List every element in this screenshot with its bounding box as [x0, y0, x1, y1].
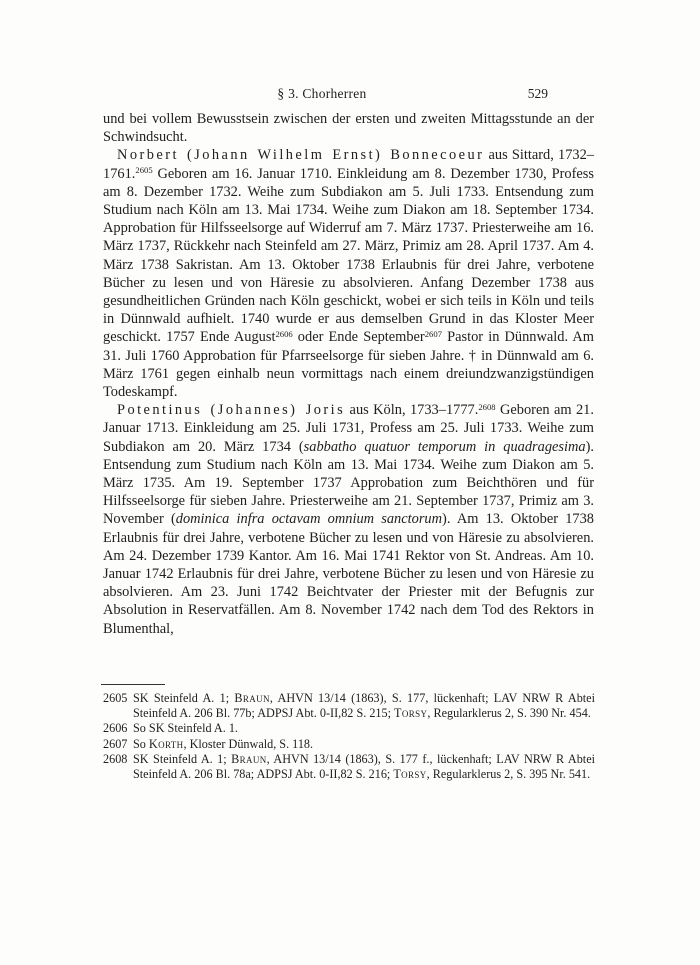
author-name: Korth — [148, 736, 184, 751]
text-run: Pastor in Dünnwald. Am 31. Juli 1760 Approbation für Pfarrseelsorge für sieben Jahre. † in Dünnwald am 6. März 1761 gegen einhalb neun vormittags nach einem dreiundzwanzigstündigen Todeskampf. — [103, 329, 594, 401]
latin-phrase: dominica infra octavam omnium sanctorum — [175, 511, 443, 528]
footnote-text — [133, 691, 595, 721]
text-run: aus Köln, 1733–1777. — [345, 402, 479, 419]
footnote — [103, 737, 595, 752]
text-run: , AHVN 13/14 (1863), S. 177 f., lückenhaft; LAV NRW R Abtei Steinfeld A. 206 Bl. 78a; ADPSJ Abt. 0-II,82 S. 216; — [133, 751, 595, 782]
text-run: SK Steinfeld A. 1; — [133, 751, 232, 766]
text-run: SK Steinfeld A. 1; — [133, 691, 235, 705]
footnote-ref: 2608 — [478, 402, 496, 413]
text-run: und bei vollem Bewusstsein zwischen der ersten und zweiten Mittagsstunde an der Schwindsucht. — [103, 111, 594, 146]
text-run: oder Ende September — [292, 329, 425, 346]
text-run: ). Entsendung zum Studium nach Köln am 13. Mai 1734. Weihe zum Diakon am 5. März 1735. Am 19. September 1737 Approbation zum Beichthören und für Hilfsseelsorge für sieben Jahre. Priesterweihe am 21. September 1737, Primiz am 3. November ( — [103, 438, 594, 528]
text-run: , Regularklerus 2, S. 395 Nr. 541. — [426, 767, 591, 782]
footnote-number: 2607 — [103, 736, 128, 751]
text-run: , Regularklerus 2, S. 390 Nr. 454. — [427, 706, 591, 721]
footnote — [103, 721, 595, 736]
footnote-number: 2605 — [103, 691, 128, 705]
person-name: Potentinus (Johannes) Joris — [117, 402, 346, 419]
page-number: 529 — [527, 86, 548, 101]
text-run: Geboren am 16. Januar 1710. Einkleidung am 8. Dezember 1730, Profess am 8. Dezember 1732. Weihe zum Subdiakon am 5. Juli 1733. Entsendung zum Studium nach Köln am 13. Mai 1734. Weihe zum Diakon am 18. September 1734. Approbation für Hilfsseelsorge auf Widerruf am 7. März 1737. Priesterweihe am 16. März 1737, Rückkehr nach Steinfeld am 27. März, Primiz am 28. April 1737. Am 4. März 1738 Sakristan. Am 13. Oktober 1738 Erlaubnis für drei Jahre, verbotene Bücher zu lesen und von Häresie zu absolvieren. Anfang Dezember 1738 aus gesundheitlichen Gründen nach Köln geschickt, wobei er sich teils in Köln und teils in Dünnwald aufhielt. 1740 wurde er aus demselben Grund in das Kloster Meer geschickt. 1757 Ende August — [103, 165, 594, 346]
text-run: ). Am 13. Oktober 1738 Erlaubnis für drei Jahre, verbotene Bücher zu lesen und von Häresie zu absolvieren. Am 24. Dezember 1739 Kantor. Am 16. Mai 1741 Rektor von St. Andreas. Am 10. Januar 1742 Erlaubnis für drei Jahre, verbotene Bücher zu lesen und von Häresie zu absolvieren. Am 23. Juni 1742 Beichtvater der Priester mit der Befugnis zur Absolution in Reservatfällen. Am 8. November 1742 nach dem Tod des Rektors in Blumenthal, — [103, 511, 594, 637]
footnote-ref: 2607 — [424, 329, 442, 340]
paragraph — [103, 146, 594, 401]
footnote-ref: 2606 — [275, 329, 293, 340]
author-name: Torsy — [394, 706, 428, 721]
paragraph — [103, 110, 594, 146]
paragraph — [103, 401, 594, 638]
footnote-separator-rule — [101, 684, 165, 685]
text-run: , AHVN 13/14 (1863), S. 177, lückenhaft; LAV NRW R Abtei Steinfeld A. 206 Bl. 77b; ADPSJ Abt. 0-II,82 S. 215; — [133, 691, 595, 721]
text-run: Geboren am 21. Januar 1713. Einkleidung am 25. Juli 1731, Profess am 25. Juli 1733. Weihe zum Subdiakon am 20. März 1734 ( — [103, 402, 594, 455]
text-run: So SK Steinfeld A. 1. — [133, 721, 238, 736]
footnote-text — [133, 737, 595, 752]
author-name: Torsy — [393, 767, 427, 782]
footnote — [103, 752, 595, 782]
footnote — [103, 691, 595, 721]
person-name: Norbert (Johann Wilhelm Ernst) Bonnecoeur — [117, 147, 485, 164]
footnote-number: 2608 — [103, 751, 128, 766]
latin-phrase: sabbatho quatuor temporum in quadragesima — [303, 438, 586, 455]
body-text — [103, 110, 594, 638]
page-header — [0, 85, 700, 105]
text-run: , Kloster Dünwald, S. 118. — [183, 736, 314, 751]
running-head: § 3. Chorherren — [277, 86, 367, 101]
footnote-ref: 2605 — [135, 165, 153, 176]
footnote-text — [133, 752, 595, 782]
footnote-text — [133, 721, 595, 736]
footnotes — [103, 691, 595, 782]
text-run: So — [133, 736, 149, 751]
footnote-number: 2606 — [103, 721, 128, 736]
text-run: aus Sittard, 1732–1761. — [103, 147, 594, 182]
author-name: Braun — [234, 691, 270, 705]
author-name: Braun — [231, 751, 267, 766]
